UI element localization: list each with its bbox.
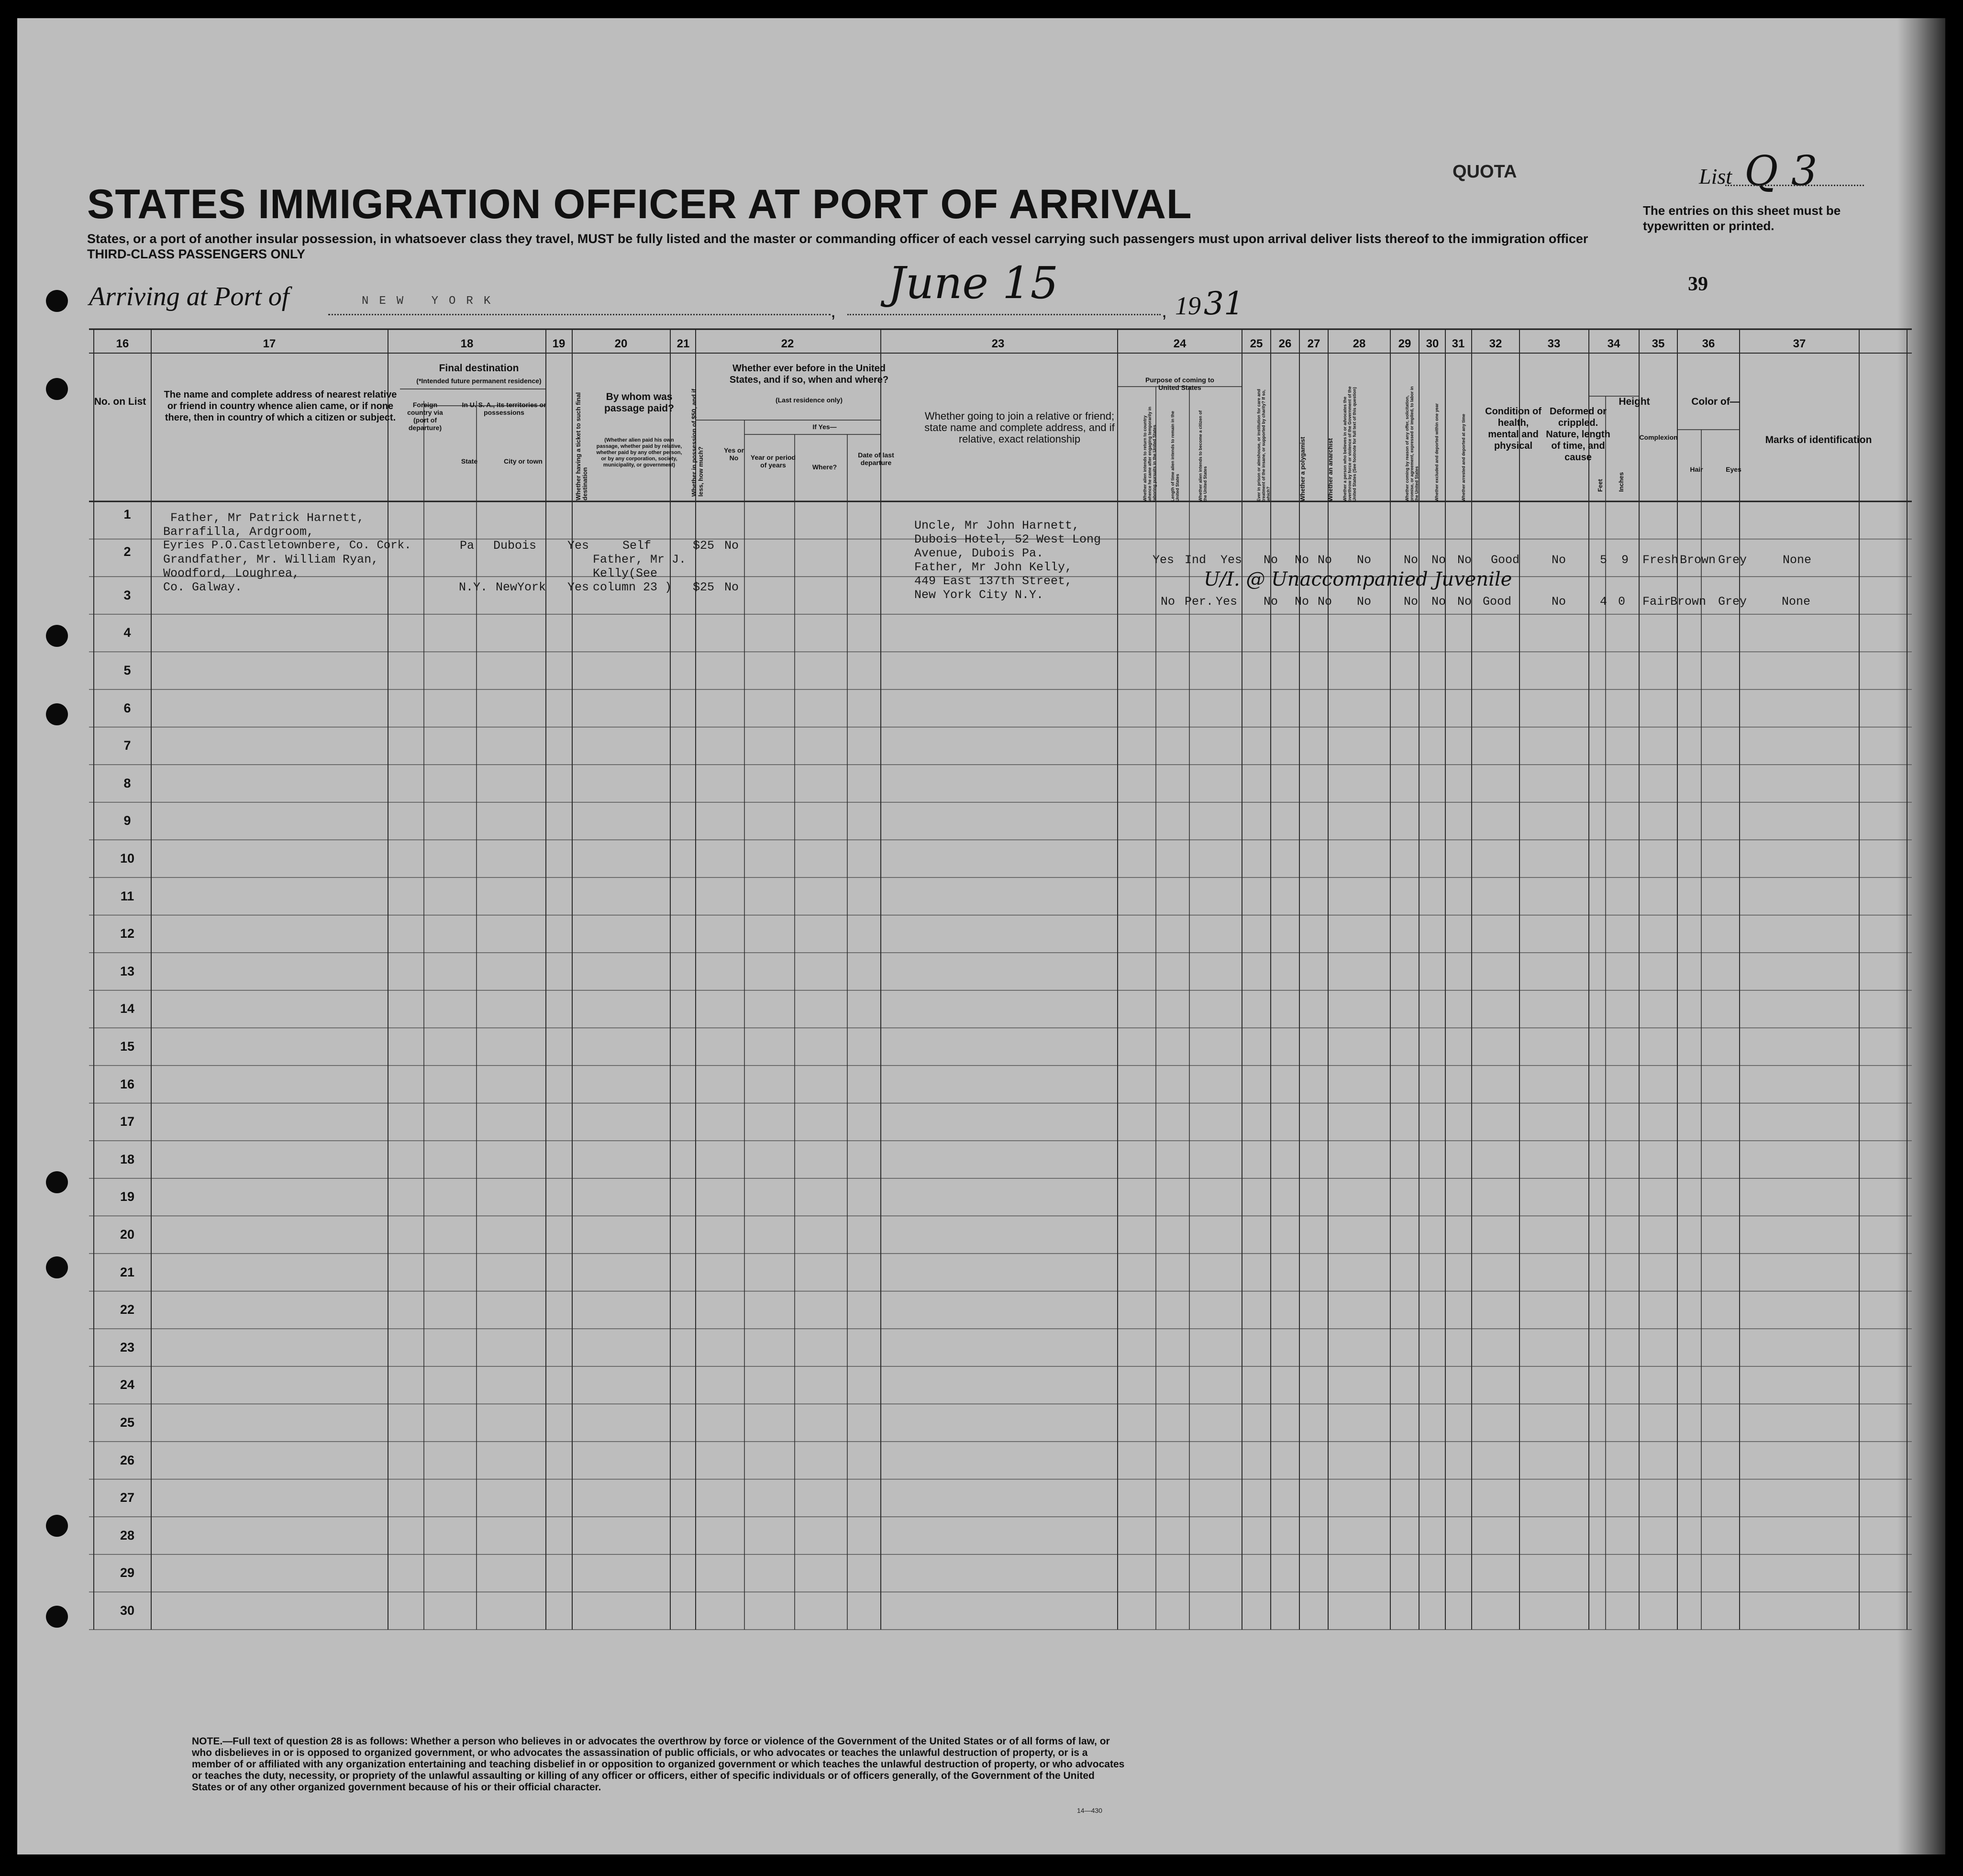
entry-1-eyes: Grey xyxy=(1718,553,1747,567)
header-passage-paid-note: (Whether alien paid his own passage, whether paid by relative, whether paid by any other person, or by any corporation, society, municipality, or government) xyxy=(596,437,682,468)
header-offer: Whether coming by reason of any offer, solicitation, promise, or agreement, expressed or implied, to labor in the United States xyxy=(1405,386,1419,501)
column-number: 16 xyxy=(116,337,129,350)
header-purpose: Purpose of coming to United States xyxy=(1145,376,1214,391)
entry-1-offer: No xyxy=(1404,553,1419,567)
entry-1-excluded: No xyxy=(1431,553,1446,567)
typewritten-notice: The entries on this sheet must be typewritten or printed. xyxy=(1643,203,1841,233)
entry-1-city: Dubois xyxy=(493,539,537,553)
entry-1-feet: 5 xyxy=(1600,553,1608,567)
header-hair: Hair xyxy=(1690,466,1703,473)
entry-2-marks: None xyxy=(1782,595,1811,609)
entry-2-state: N.Y. xyxy=(459,580,488,594)
header-purpose-return: Whether alien intends to return to country whence he came after engaging temporarily in laboring pursuits in the United States xyxy=(1142,406,1157,501)
row-number: 8 xyxy=(123,776,131,790)
column-number: 21 xyxy=(677,337,690,350)
form-code: 14—430 xyxy=(1077,1807,1102,1814)
header-state: State xyxy=(461,457,478,465)
entry-1-joining-line: Uncle, Mr John Harnett, xyxy=(914,519,1080,533)
entry-1-joining-line: Dubois Hotel, 52 West Long xyxy=(914,533,1101,546)
arriving-port-label: Arriving at Port of xyxy=(89,282,289,311)
entry-2-complexion: Fair xyxy=(1642,595,1672,609)
footer-note: NOTE.—Full text of question 28 is as follows: Whether a person who believes in or advocates the overthrow by force or violence of the Government of the United States or of all forms of law, or who disbelieves in or is opposed to organized government, or who advocates the assassination of public officials, or who advocates or teaches the unlawful destruction of property, or is a member of or affiliated with any organization entertaining and teaching disbelief in or opposition to organized government or which teaches the unlawful destruction of property, or who advocates or teaches the duty, necessity, or propriety of the unlawful assaulting or killing of any officer or officers, either of specific individuals or of officers generally, of the Government of the United States or of any other organized government because of his or their official character. xyxy=(192,1736,1125,1793)
header-last-departure: Date of last departure xyxy=(858,451,894,466)
column-number: 18 xyxy=(460,337,474,350)
entry-2-handwritten-note: U/I. @ Unaccompanied Juvenile xyxy=(1204,568,1512,590)
year-prefix: 19 xyxy=(1175,291,1201,320)
entry-1-health: Good xyxy=(1491,553,1520,567)
header-nearest-relative: The name and complete address of nearest relative or friend in country whence alien came, or if none there, then in country of which a citizen or subject. xyxy=(164,389,397,423)
row-number: 28 xyxy=(120,1528,135,1543)
entry-2-offer: No xyxy=(1404,595,1419,609)
row-number: 13 xyxy=(120,964,135,978)
row-number: 16 xyxy=(120,1077,135,1091)
header-years: Year or period of years xyxy=(750,454,796,469)
entry-1-prison: No xyxy=(1264,553,1278,567)
entry-2-joining-line: New York City N.Y. xyxy=(914,588,1044,602)
row-number: 25 xyxy=(120,1415,135,1430)
column-number: 28 xyxy=(1353,337,1366,350)
entry-1-money: $25 xyxy=(693,539,715,553)
header-passage-paid: By whom was passage paid? xyxy=(604,391,674,414)
header-before-in-us-note: (Last residence only) xyxy=(775,396,843,404)
header-overthrow: Whether a person who believes in or advocates the overthrow by force or violence of the Government of the United States (See footnote for full text of this question) xyxy=(1342,386,1357,501)
entry-2-arrested: No xyxy=(1457,595,1472,609)
entry-1-inches: 9 xyxy=(1621,553,1629,567)
entry-1-deformed: No xyxy=(1552,553,1566,567)
entry-2-prison: No xyxy=(1264,595,1278,609)
header-no-on-list: No. on List xyxy=(94,396,146,407)
row-number: 26 xyxy=(120,1453,135,1467)
column-number: 23 xyxy=(991,337,1005,350)
row-number: 15 xyxy=(120,1039,135,1054)
entry-2-before-us: No xyxy=(724,580,739,594)
column-number: 36 xyxy=(1702,337,1715,350)
row-number: 18 xyxy=(120,1152,135,1166)
entry-2-hair: Brown xyxy=(1670,595,1707,609)
row-number: 29 xyxy=(120,1565,135,1580)
subtitle-line: States, or a port of another insular possession, in whatsoever class they travel, MUST be fully listed and the master or commanding officer of each vessel carrying such passengers must upon arrival deliver lists thereof to the immigration officer xyxy=(87,232,1588,246)
header-money: Whether in possession of $50, and if less, how much? xyxy=(690,389,704,497)
row-number: 19 xyxy=(120,1189,135,1204)
header-inches: Inches xyxy=(1618,472,1625,492)
comma: , xyxy=(1162,300,1167,322)
table-grid xyxy=(17,18,1945,1854)
column-number: 29 xyxy=(1398,337,1411,350)
row-number: 5 xyxy=(123,663,131,677)
header-where: Where? xyxy=(812,463,837,471)
entry-2-feet: 4 xyxy=(1600,595,1608,609)
entry-2-paid-by-line: Father, Mr J. xyxy=(593,553,687,566)
entry-2-length: Per. xyxy=(1185,595,1214,609)
list-label: List xyxy=(1699,164,1732,189)
header-city: City or town xyxy=(504,457,543,465)
entry-2-deformed: No xyxy=(1552,595,1566,609)
row-number: 12 xyxy=(120,926,135,941)
row-number: 20 xyxy=(120,1227,135,1242)
column-number: 17 xyxy=(263,337,276,350)
header-prison: Ever in prison or almshouse, or institution for care and treatment of the insane, or supported by charity? If so, which? xyxy=(1256,389,1271,501)
entry-1-length: Ind xyxy=(1185,553,1207,567)
row-number: 21 xyxy=(120,1265,135,1279)
header-health: Condition of health, mental and physical xyxy=(1485,406,1542,451)
column-number: 24 xyxy=(1173,337,1187,350)
entry-1-arrested: No xyxy=(1457,553,1472,567)
entry-2-joining-line: Father, Mr John Kelly, xyxy=(914,560,1073,574)
header-anarchist: Whether an anarchist xyxy=(1327,438,1334,501)
entry-2-relative-line: Woodford, Loughrea, xyxy=(163,566,300,580)
entry-1-citizen: Yes xyxy=(1220,553,1242,567)
entry-1-paid-by: Self xyxy=(622,539,652,553)
row-number: 17 xyxy=(120,1114,135,1129)
entry-1-relative-line: Eyries P.O.Castletownbere, Co. Cork. xyxy=(163,539,411,552)
page-number: 39 xyxy=(1688,273,1708,295)
column-number: 30 xyxy=(1426,337,1439,350)
entry-2-return: No xyxy=(1161,595,1176,609)
row-number: 7 xyxy=(123,738,131,753)
entry-1-state: Pa xyxy=(460,539,475,553)
arrival-date: June 15 xyxy=(888,257,1059,309)
entry-1-joining-line: Avenue, Dubois Pa. xyxy=(914,546,1044,560)
header-final-destination: Final destination xyxy=(439,363,519,374)
row-number: 9 xyxy=(123,813,131,828)
row-number: 27 xyxy=(120,1490,135,1505)
entry-2-citizen: Yes xyxy=(1216,595,1238,609)
header-if-yes: If Yes— xyxy=(812,423,837,431)
entry-1-overthrow: No xyxy=(1357,553,1372,567)
row-number: 23 xyxy=(120,1340,135,1354)
header-ticket: Whether having a ticket to such final destination xyxy=(575,392,588,500)
entry-2-relative-line: Co. Galway. xyxy=(163,580,243,594)
quota-stamp: QUOTA xyxy=(1453,162,1517,182)
entry-1-return: Yes xyxy=(1153,553,1175,567)
header-polygamist: Whether a polygamist xyxy=(1299,436,1306,501)
entry-2-relative-line: Grandfather, Mr. William Ryan, xyxy=(163,553,379,566)
row-number: 4 xyxy=(123,625,131,640)
entry-2-eyes: Grey xyxy=(1718,595,1747,609)
header-joining: Whether going to join a relative or friend; state name and complete address, and if relative, exact relationship xyxy=(924,410,1115,445)
header-excluded: Whether excluded and deported within one year xyxy=(1434,403,1439,501)
comma: , xyxy=(831,300,836,322)
column-number: 33 xyxy=(1547,337,1561,350)
header-height: Height xyxy=(1619,396,1650,407)
entry-2-polygamist: No xyxy=(1295,595,1309,609)
entry-2-ticket: Yes xyxy=(567,580,589,594)
entry-1-complexion: Fresh xyxy=(1642,553,1679,567)
entry-1-relative-line: Barrafilla, Ardgroom, xyxy=(163,525,314,539)
row-number: 10 xyxy=(120,851,135,866)
row-number: 2 xyxy=(123,544,131,559)
list-value: Q 3 xyxy=(1744,147,1818,195)
header-purpose-length: Length of time alien intends to remain in the United States xyxy=(1170,411,1180,501)
row-number: 22 xyxy=(120,1302,135,1317)
header-deformed: Deformed or crippled. Nature, length of time, and cause xyxy=(1546,406,1610,463)
column-number: 22 xyxy=(781,337,794,350)
entry-2-city: NewYork xyxy=(496,580,546,594)
manifest-sheet xyxy=(17,18,1945,1854)
header-marks: Marks of identification xyxy=(1765,434,1872,445)
column-number: 25 xyxy=(1250,337,1263,350)
column-number: 35 xyxy=(1652,337,1665,350)
row-number: 30 xyxy=(120,1603,135,1618)
entry-2-overthrow: No xyxy=(1357,595,1372,609)
column-number: 26 xyxy=(1278,337,1292,350)
entry-2-paid-by-line: column 23 ) xyxy=(593,580,672,594)
row-number: 11 xyxy=(120,888,134,903)
row-number: 1 xyxy=(123,507,131,522)
column-number: 27 xyxy=(1307,337,1320,350)
header-before-in-us: Whether ever before in the United States, and if so, when and where? xyxy=(729,363,889,385)
entry-1-before-us: No xyxy=(724,539,739,553)
header-eyes: Eyes xyxy=(1726,466,1741,473)
column-number: 20 xyxy=(614,337,628,350)
entry-1-hair: Brown xyxy=(1680,553,1716,567)
page-title: STATES IMMIGRATION OFFICER AT PORT OF ARRIVAL xyxy=(87,181,1192,227)
header-foreign-country: Foreign country via (port of departure) xyxy=(407,401,443,432)
header-in-usa: In U. S. A., its territories or possessions xyxy=(462,401,546,416)
entry-1-relative-line: Father, Mr Patrick Harnett, xyxy=(170,511,365,525)
entry-2-health: Good xyxy=(1483,595,1512,609)
header-purpose-citizen: Whether alien intends to become a citizen of the United States xyxy=(1198,410,1208,501)
entry-2-excluded: No xyxy=(1431,595,1446,609)
entry-1-anarchist: No xyxy=(1318,553,1332,567)
row-number: 14 xyxy=(120,1001,135,1016)
row-number: 6 xyxy=(123,700,131,715)
header-final-destination-note: (*Intended future permanent residence) xyxy=(416,377,542,385)
entry-1-marks: None xyxy=(1783,553,1812,567)
entry-2-joining-line: 449 East 137th Street, xyxy=(914,574,1073,588)
column-number: 19 xyxy=(552,337,566,350)
header-arrested: Whether arrested and deported at any time xyxy=(1461,413,1466,501)
entry-1-ticket: Yes xyxy=(567,539,589,553)
entry-1-polygamist: No xyxy=(1295,553,1309,567)
column-number: 37 xyxy=(1793,337,1806,350)
column-number: 34 xyxy=(1607,337,1620,350)
header-color-of: Color of— xyxy=(1691,396,1740,407)
entry-2-money: $25 xyxy=(693,580,715,594)
column-number: 31 xyxy=(1452,337,1465,350)
arriving-port-value: NEW YORK xyxy=(362,295,501,308)
year-value: 31 xyxy=(1204,285,1244,322)
row-number: 24 xyxy=(120,1377,135,1392)
header-complexion: Complexion xyxy=(1639,433,1678,441)
column-number: 32 xyxy=(1489,337,1502,350)
entry-2-inches: 0 xyxy=(1618,595,1626,609)
entry-2-paid-by-line: Kelly(See xyxy=(593,566,658,580)
row-number: 3 xyxy=(123,588,131,602)
header-feet: Feet xyxy=(1597,479,1604,492)
header-before-yes-no: Yes or No xyxy=(723,446,744,462)
entry-2-anarchist: No xyxy=(1318,595,1332,609)
subtitle-line-third-class: THIRD-CLASS PASSENGERS ONLY xyxy=(87,247,306,261)
